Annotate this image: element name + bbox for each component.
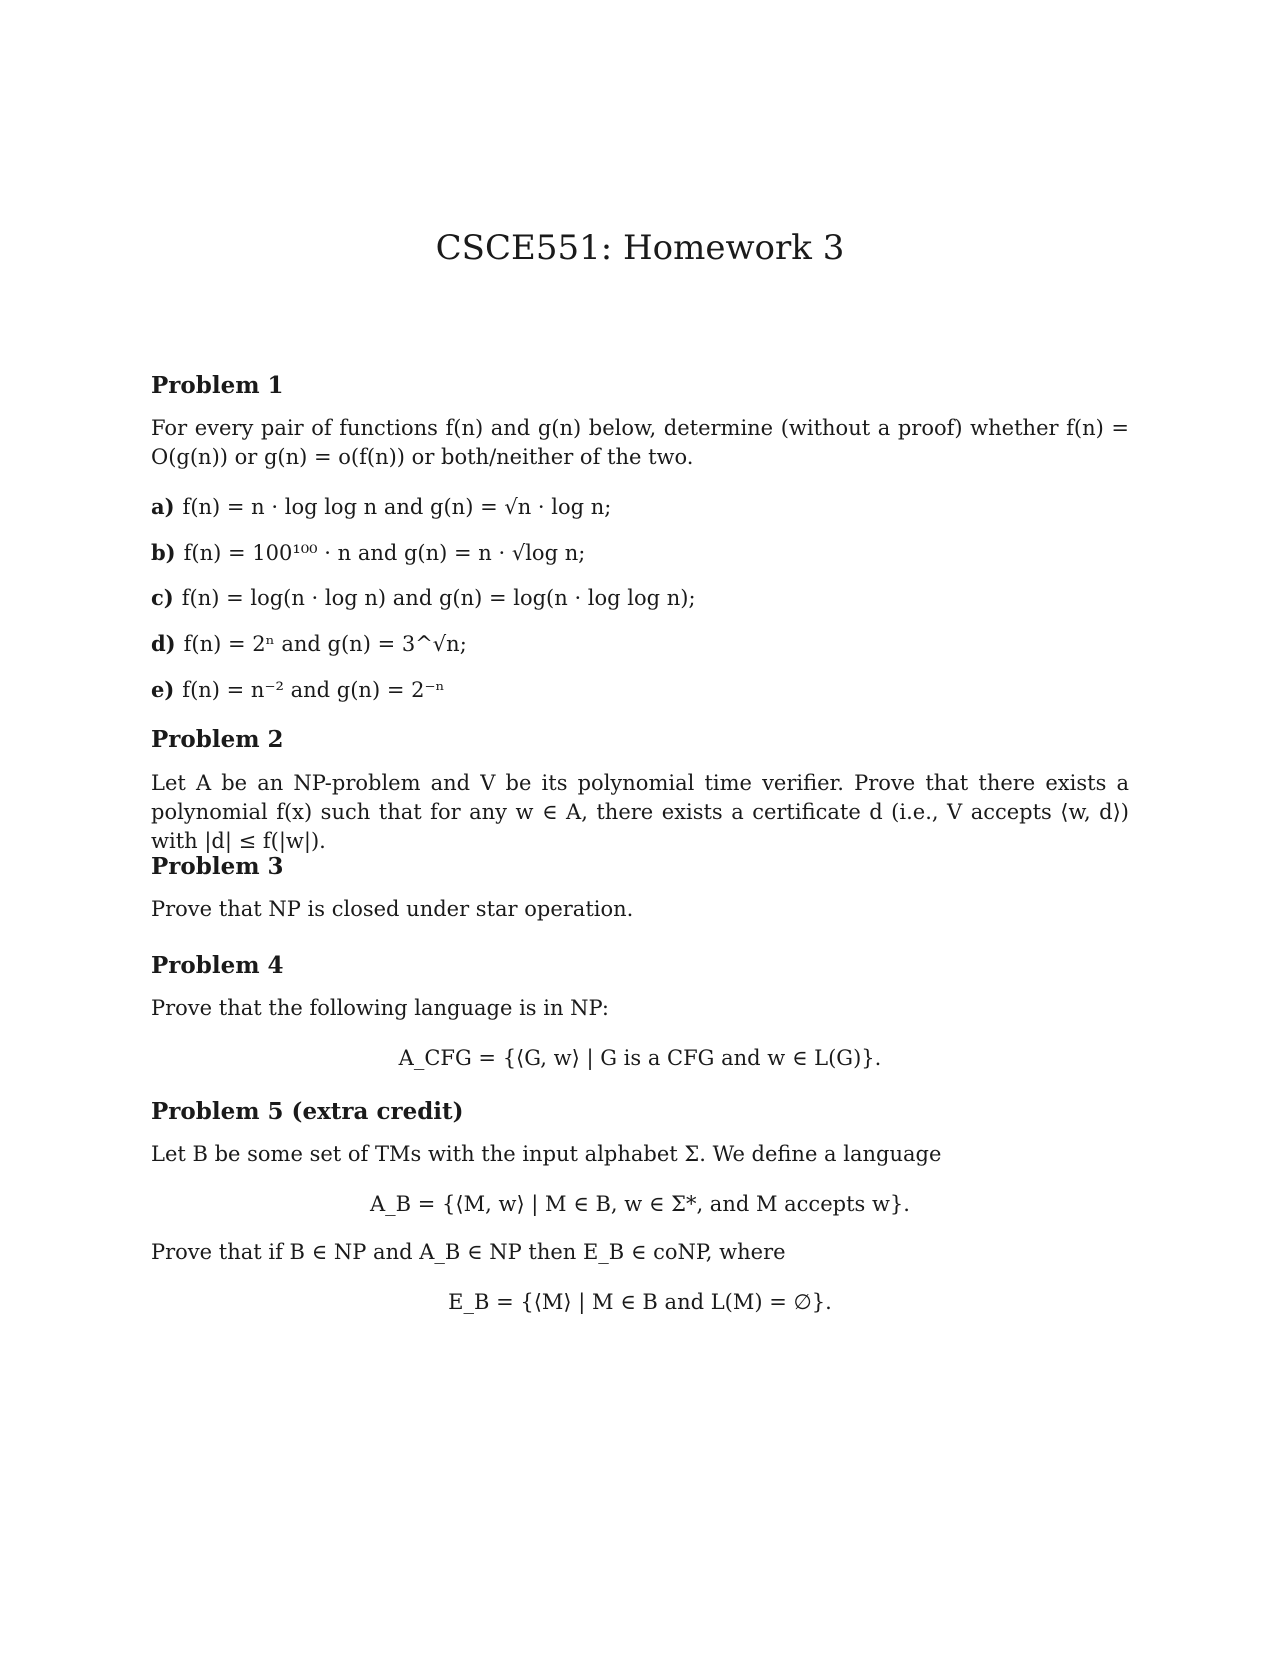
problem-3-heading: Problem 3 — [151, 853, 284, 880]
problem-1-heading: Problem 1 — [151, 372, 284, 399]
item-label: a) — [151, 494, 175, 519]
problem-5-text-2: Prove that if B ∈ NP and A_B ∈ NP then E_B ∈ coNP, where — [151, 1240, 786, 1264]
list-item — [151, 583, 696, 613]
item-text: f(n) = 100¹⁰⁰ · n and g(n) = n · √log n; — [183, 541, 586, 565]
list-item — [151, 629, 467, 659]
problem-3-text: Prove that NP is closed under star operation. — [151, 897, 634, 921]
problem-1-text: For every pair of functions f(n) and g(n) below, determine (without a proof) whether f(n) = O(g(n)) or g(n) = o(f(n)) or both/neither of the two. — [151, 416, 1129, 469]
problem-5-equation-1: A_B = {⟨M, w⟩ | M ∈ B, w ∈ Σ*, and M accepts w}. — [370, 1192, 910, 1216]
item-text: f(n) = n · log log n and g(n) = √n · log n; — [182, 495, 612, 519]
problem-5-text: Let B be some set of TMs with the input alphabet Σ. We define a language — [151, 1142, 942, 1166]
problem-2-text: Let A be an NP-problem and V be its polynomial time verifier. Prove that there exists a polynomial f(x) such that for any w ∈ A, there exists a certificate d (i.e., V accepts ⟨w, d⟩) with |d| ≤ f(|w|). — [151, 771, 1129, 853]
item-label: c) — [151, 585, 174, 610]
item-label: b) — [151, 540, 176, 565]
list-item — [151, 538, 585, 568]
problem-5-equation-2: E_B = {⟨M⟩ | M ∈ B and L(M) = ∅}. — [448, 1290, 832, 1314]
problem-4-heading: Problem 4 — [151, 952, 284, 979]
item-text: f(n) = n⁻² and g(n) = 2⁻ⁿ — [182, 678, 445, 702]
item-text: f(n) = log(n · log n) and g(n) = log(n · log log n); — [181, 586, 696, 610]
problem-5-heading: Problem 5 (extra credit) — [151, 1098, 464, 1125]
item-text: f(n) = 2ⁿ and g(n) = 3^√n; — [183, 632, 467, 656]
item-label: e) — [151, 677, 175, 702]
item-label: d) — [151, 631, 176, 656]
problem-4-text: Prove that the following language is in NP: — [151, 996, 609, 1020]
list-item — [151, 675, 445, 705]
problem-2-heading: Problem 2 — [151, 726, 284, 753]
problem-4-equation: A_CFG = {⟨G, w⟩ | G is a CFG and w ∈ L(G)}. — [398, 1046, 882, 1070]
list-item — [151, 492, 611, 522]
document-title: CSCE551: Homework 3 — [435, 228, 845, 268]
